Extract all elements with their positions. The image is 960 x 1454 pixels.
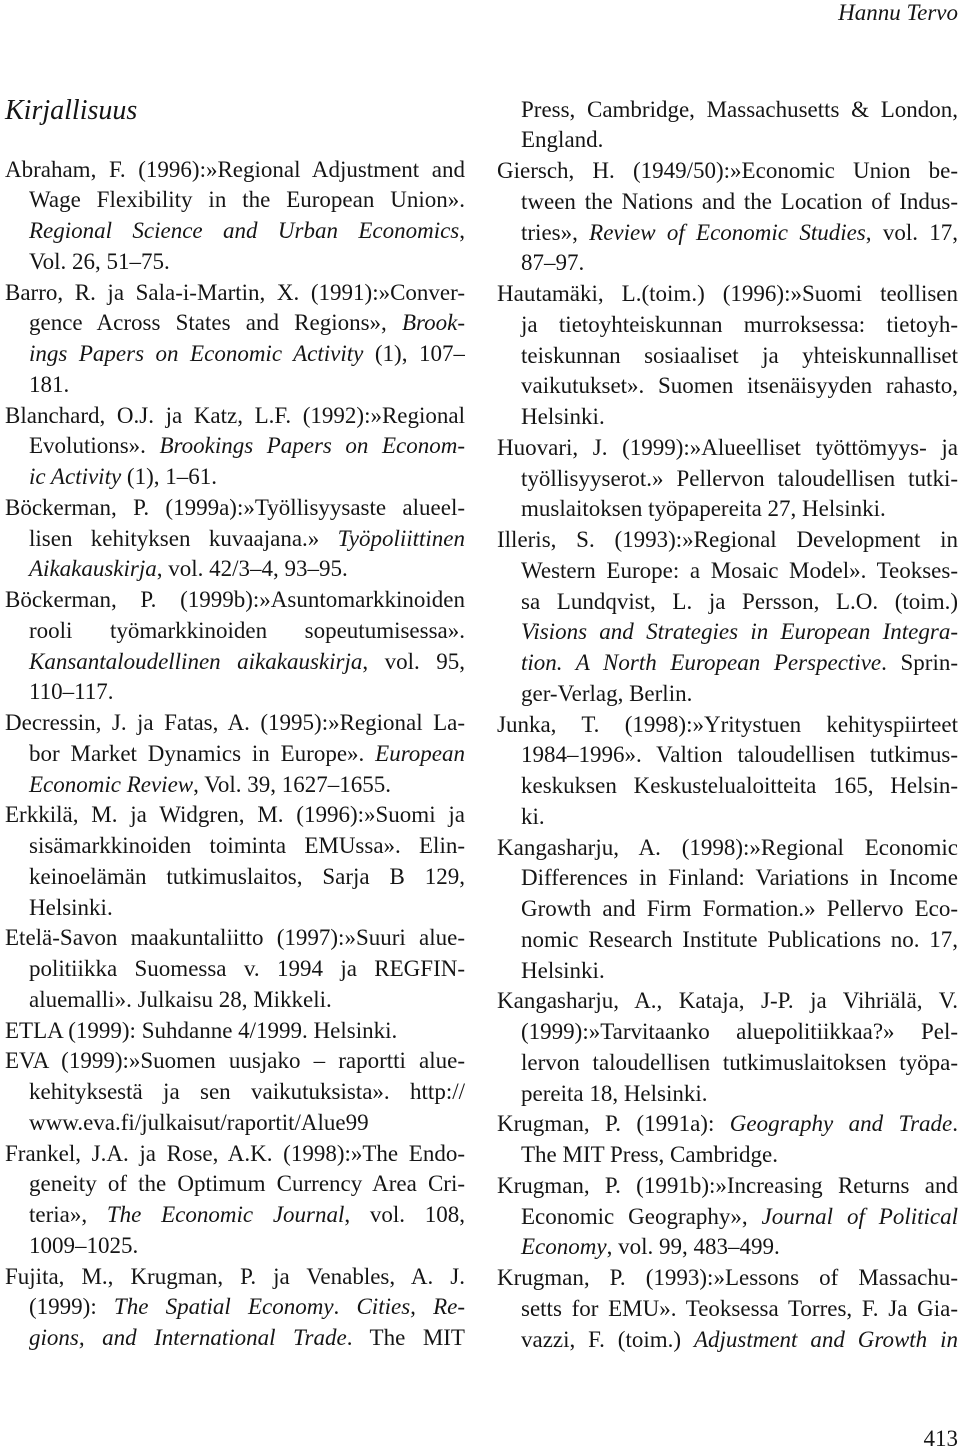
- reference-text: Western Europe: a Mosaic Model». Teokses-: [521, 557, 958, 583]
- reference-text: (1999):: [29, 1294, 114, 1320]
- reference-line: [5, 739, 465, 770]
- reference-line: [5, 554, 465, 585]
- reference-line: [5, 1323, 465, 1354]
- reference-text: geneity of the Optimum Currency Area Cri-: [29, 1171, 465, 1197]
- reference-line: [5, 524, 465, 555]
- reference-title-text: Cities, Re-: [356, 1294, 465, 1320]
- reference-title-text: Geography and Trade: [729, 1111, 953, 1137]
- reference-entry: [5, 923, 465, 1015]
- reference-line: [497, 433, 958, 464]
- reference-text: Differences in Finland: Variations in Income: [521, 865, 958, 891]
- reference-text: Helsinki.: [29, 894, 113, 920]
- reference-text: muslaitoksen työpapereita 27, Helsinki.: [521, 496, 886, 522]
- reference-entry: [497, 1263, 958, 1355]
- section-heading: Kirjallisuus: [5, 95, 138, 126]
- reference-line: [5, 493, 465, 524]
- reference-line: [497, 279, 958, 310]
- reference-line: [497, 187, 958, 218]
- reference-line: [5, 155, 465, 186]
- reference-entry: [5, 708, 465, 800]
- reference-line: [5, 585, 465, 616]
- reference-entry: [5, 1046, 465, 1138]
- reference-title-text: Journal of Political: [761, 1203, 958, 1229]
- reference-text: sisämarkkinoiden toiminta EMUssa». Elin-: [29, 833, 465, 859]
- reference-text: 181.: [29, 371, 70, 397]
- reference-line: [497, 925, 958, 956]
- reference-text: Krugman, P. (1993):»Lessons of Massachu-: [497, 1265, 958, 1291]
- reference-line: [497, 1079, 958, 1110]
- reference-line: [5, 1139, 465, 1170]
- reference-title-text: Economic Review: [29, 771, 194, 797]
- reference-text: Decressin, J. ja Fatas, A. (1995):»Regional La-: [5, 710, 465, 736]
- reference-text: sa Lundqvist, L. ja Persson, L.O. (toim.): [521, 588, 958, 614]
- reference-line: [497, 1294, 958, 1325]
- reference-text: , vol. 42/3–4, 93–95.: [156, 556, 348, 582]
- reference-line: [497, 740, 958, 771]
- reference-title-text: Brook-: [401, 310, 465, 336]
- reference-entry: [5, 155, 465, 278]
- reference-line: [5, 1046, 465, 1077]
- reference-line: [5, 954, 465, 985]
- reference-entry: [5, 1262, 465, 1354]
- reference-text: , vol. 17,: [865, 219, 958, 245]
- reference-entry: [497, 156, 958, 279]
- reference-entry: [497, 833, 958, 987]
- reference-line: [497, 1140, 958, 1171]
- reference-text: Barro, R. ja Sala-i-Martin, X. (1991):»Conver-: [5, 279, 465, 305]
- reference-text: teria»,: [29, 1202, 107, 1228]
- reference-text: (1999):»Tarvitaanko aluepolitiikkaa?» Pel-: [521, 1019, 958, 1045]
- reference-line: [5, 185, 465, 216]
- reference-text: Huovari, J. (1999):»Alueelliset työttömyys- ja: [497, 434, 958, 460]
- reference-text: Hautamäki, L.(toim.) (1996):»Suomi teollisen: [497, 281, 958, 307]
- reference-line: [497, 1325, 958, 1356]
- reference-text: ETLA (1999): Suhdanne 4/1999. Helsinki.: [5, 1017, 398, 1043]
- reference-text: Fujita, M., Krugman, P. ja Venables, A. J.: [5, 1263, 465, 1289]
- reference-text: Blanchard, O.J. ja Katz, L.F. (1992):»Regional: [5, 402, 465, 428]
- reference-text: lisen kehityksen kuvaajana.»: [29, 525, 338, 551]
- reference-title-text: Työpoliittinen: [337, 525, 465, 551]
- reference-line: [5, 431, 465, 462]
- reference-text: 1009–1025.: [29, 1232, 139, 1258]
- reference-text: Press, Cambridge, Massachusetts & London,: [521, 96, 958, 122]
- reference-line: [497, 494, 958, 525]
- reference-line: [5, 708, 465, 739]
- reference-text: . The MIT: [346, 1325, 465, 1351]
- reference-text: 1984–1996». Valtion taloudellisen tutkimus-: [521, 742, 958, 768]
- reference-text: , Vol. 39, 1627–1655.: [193, 771, 391, 797]
- reference-line: [497, 617, 958, 648]
- reference-entry: [497, 1171, 958, 1263]
- reference-text: ger-Verlag, Berlin.: [521, 680, 693, 706]
- reference-title-text: Economy: [521, 1234, 607, 1260]
- reference-line: [497, 802, 958, 833]
- reference-text: EVA (1999):»Suomen uusjako – raportti alue-: [5, 1048, 465, 1074]
- reference-title-text: Visions and Strategies in European Integra-: [521, 619, 958, 645]
- reference-text: lervon taloudellisen tutkimuslaitoksen työpa-: [521, 1049, 958, 1075]
- reference-text: Economic Geography»,: [521, 1203, 762, 1229]
- reference-text: nomic Research Institute Publications no. 17,: [521, 926, 958, 952]
- reference-line: [5, 247, 465, 278]
- reference-entry: [5, 1016, 465, 1047]
- reference-line: [497, 525, 958, 556]
- reference-text: Böckerman, P. (1999a):»Työllisyysaste alueel-: [5, 494, 465, 520]
- right-column: [497, 95, 958, 1356]
- reference-text: , vol. 95,: [362, 648, 465, 674]
- reference-title-text: tion. A North European Perspective: [521, 650, 882, 676]
- reference-line: [5, 800, 465, 831]
- reference-line: [5, 616, 465, 647]
- page-number: 413: [923, 1426, 958, 1451]
- reference-line: [497, 341, 958, 372]
- reference-title-text: The Economic Journal: [106, 1202, 345, 1228]
- reference-text: työllisyyserot.» Pellervon taloudellisen tutki-: [521, 465, 958, 491]
- reference-text: pereita 18, Helsinki.: [521, 1080, 708, 1106]
- reference-line: [5, 1016, 465, 1047]
- reference-line: [497, 1263, 958, 1294]
- reference-line: [497, 956, 958, 987]
- reference-text: (1), 107–: [363, 341, 465, 367]
- reference-line: [5, 647, 465, 678]
- running-head-author: Hannu Tervo: [838, 0, 958, 25]
- reference-text: , vol. 99, 483–499.: [606, 1234, 780, 1260]
- reference-line: [5, 1231, 465, 1262]
- reference-text: setts for EMU». Teoksessa Torres, F. Ja Gia-: [521, 1295, 958, 1321]
- reference-line: [497, 833, 958, 864]
- reference-title-text: Aikakauskirja: [29, 556, 157, 582]
- reference-line: [497, 1109, 958, 1140]
- reference-line: [497, 1171, 958, 1202]
- reference-title-text: Adjustment and Growth in: [693, 1326, 958, 1352]
- reference-line: [5, 862, 465, 893]
- reference-line: [497, 95, 958, 126]
- reference-entry: [497, 710, 958, 833]
- reference-text: ,: [459, 218, 465, 244]
- reference-line: [497, 1017, 958, 1048]
- reference-line: [5, 985, 465, 1016]
- reference-line: [5, 401, 465, 432]
- reference-text: Etelä-Savon maakuntaliitto (1997):»Suuri alue-: [5, 925, 465, 951]
- reference-line: [497, 218, 958, 249]
- reference-entry: [5, 493, 465, 585]
- reference-line: [5, 923, 465, 954]
- reference-entry: [497, 986, 958, 1109]
- reference-line: [497, 1202, 958, 1233]
- reference-text: Krugman, P. (1991b):»Increasing Returns and: [497, 1172, 958, 1198]
- reference-line: [5, 216, 465, 247]
- reference-line: [5, 1200, 465, 1231]
- reference-line: [5, 893, 465, 924]
- reference-text: Frankel, J.A. ja Rose, A.K. (1998):»The Endo-: [5, 1140, 465, 1166]
- reference-line: [5, 1292, 465, 1323]
- reference-text: Vol. 26, 51–75.: [29, 248, 170, 274]
- reference-text: Giersch, H. (1949/50):»Economic Union be-: [497, 158, 958, 184]
- reference-text: keskuksen Keskustelualoitteita 165, Helsin-: [521, 773, 958, 799]
- reference-text: tries»,: [521, 219, 590, 245]
- reference-line: [5, 1077, 465, 1108]
- reference-line: [5, 278, 465, 309]
- reference-title-text: European: [375, 740, 465, 766]
- reference-text: . Sprin-: [881, 650, 958, 676]
- reference-title-text: gions, and International Trade: [29, 1325, 347, 1351]
- reference-line: [5, 339, 465, 370]
- reference-text: (1), 1–61.: [121, 464, 217, 490]
- reference-title-text: Review of Economic Studies: [589, 219, 866, 245]
- reference-text: bor Market Dynamics in Europe».: [29, 740, 376, 766]
- reference-line: [497, 1232, 958, 1263]
- reference-line: [5, 462, 465, 493]
- reference-text: 110–117.: [29, 679, 114, 705]
- reference-text: Krugman, P. (1991a):: [497, 1111, 730, 1137]
- reference-text: England.: [521, 127, 604, 153]
- reference-line: [497, 156, 958, 187]
- reference-title-text: Regional Science and Urban Economics: [29, 218, 460, 244]
- reference-text: .: [333, 1294, 357, 1320]
- reference-text: The MIT Press, Cambridge.: [521, 1142, 779, 1168]
- reference-text: , vol. 108,: [344, 1202, 465, 1228]
- reference-line: [497, 771, 958, 802]
- reference-line: [497, 556, 958, 587]
- reference-entry: [5, 401, 465, 493]
- reference-title-text: Brookings Papers on Econom-: [159, 433, 465, 459]
- reference-line: [497, 710, 958, 741]
- reference-text: Helsinki.: [521, 957, 605, 983]
- reference-text: Helsinki.: [521, 404, 605, 430]
- left-column: [5, 155, 465, 1354]
- reference-text: rooli työmarkkinoiden sopeutumisessa».: [29, 617, 465, 643]
- reference-entry: [497, 433, 958, 525]
- reference-text: aluemalli». Julkaisu 28, Mikkeli.: [29, 986, 332, 1012]
- reference-line: [5, 1262, 465, 1293]
- reference-line: [497, 371, 958, 402]
- reference-text: Abraham, F. (1996):»Regional Adjustment and: [5, 156, 465, 182]
- reference-entry: [5, 278, 465, 401]
- reference-entry: [497, 1109, 958, 1171]
- reference-entry: [5, 800, 465, 923]
- reference-text: keinoelämän tutkimuslaitos, Sarja B 129,: [29, 863, 465, 889]
- reference-line: [497, 464, 958, 495]
- reference-title-text: Kansantaloudellinen aikakauskirja: [29, 648, 363, 674]
- reference-text: Kangasharju, A., Kataja, J-P. ja Vihriälä, V.: [497, 988, 958, 1014]
- reference-text: Junka, T. (1998):»Yritystuen kehityspiirteet: [497, 711, 958, 737]
- reference-line: [5, 770, 465, 801]
- reference-line: [5, 370, 465, 401]
- reference-line: [497, 402, 958, 433]
- reference-text: gence Across States and Regions»,: [29, 310, 402, 336]
- reference-text: Kangasharju, A. (1998):»Regional Economic: [497, 834, 958, 860]
- reference-text: www.eva.fi/julkaisut/raportit/Alue99: [29, 1109, 369, 1135]
- reference-line: [5, 1108, 465, 1139]
- reference-line: [497, 587, 958, 618]
- reference-entry: [5, 1139, 465, 1262]
- reference-line: [497, 863, 958, 894]
- reference-text: teiskunnan sosiaaliset ja yhteiskunnalliset: [521, 342, 958, 368]
- reference-title-text: The Spatial Economy: [113, 1294, 334, 1320]
- reference-line: [5, 677, 465, 708]
- reference-text: Erkkilä, M. ja Widgren, M. (1996):»Suomi ja: [5, 802, 465, 828]
- reference-text: Evolutions».: [29, 433, 160, 459]
- reference-text: vazzi, F. (toim.): [521, 1326, 694, 1352]
- reference-text: 87–97.: [521, 250, 585, 276]
- reference-text: ja tietoyhteiskunnan murroksessa: tietoyh-: [521, 311, 958, 337]
- reference-text: vaikutukset». Suomen itsenäisyyden rahasto,: [521, 373, 958, 399]
- reference-title-text: ic Activity: [29, 464, 122, 490]
- reference-line: [497, 894, 958, 925]
- reference-line: [497, 1048, 958, 1079]
- reference-text: kehityksestä ja sen vaikutuksista». http://: [29, 1079, 465, 1105]
- reference-line: [497, 648, 958, 679]
- reference-line: [5, 308, 465, 339]
- reference-entry-continued: [497, 95, 958, 157]
- reference-line: [497, 248, 958, 279]
- reference-line: [497, 125, 958, 156]
- reference-text: .: [952, 1111, 958, 1137]
- reference-text: Wage Flexibility in the European Union».: [29, 187, 465, 213]
- reference-line: [497, 986, 958, 1017]
- reference-line: [5, 1169, 465, 1200]
- reference-entry: [497, 525, 958, 710]
- reference-text: Böckerman, P. (1999b):»Asuntomarkkinoiden: [5, 587, 465, 613]
- reference-line: [5, 831, 465, 862]
- reference-text: politiikka Suomessa v. 1994 ja REGFIN-: [29, 956, 465, 982]
- reference-text: Illeris, S. (1993):»Regional Development in: [497, 527, 958, 553]
- reference-entry: [497, 279, 958, 433]
- reference-title-text: ings Papers on Economic Activity: [29, 341, 364, 367]
- reference-text: Growth and Firm Formation.» Pellervo Eco-: [521, 896, 958, 922]
- reference-line: [497, 679, 958, 710]
- reference-line: [497, 310, 958, 341]
- reference-text: ki.: [521, 803, 545, 829]
- reference-text: tween the Nations and the Location of Indus-: [521, 188, 958, 214]
- reference-entry: [5, 585, 465, 708]
